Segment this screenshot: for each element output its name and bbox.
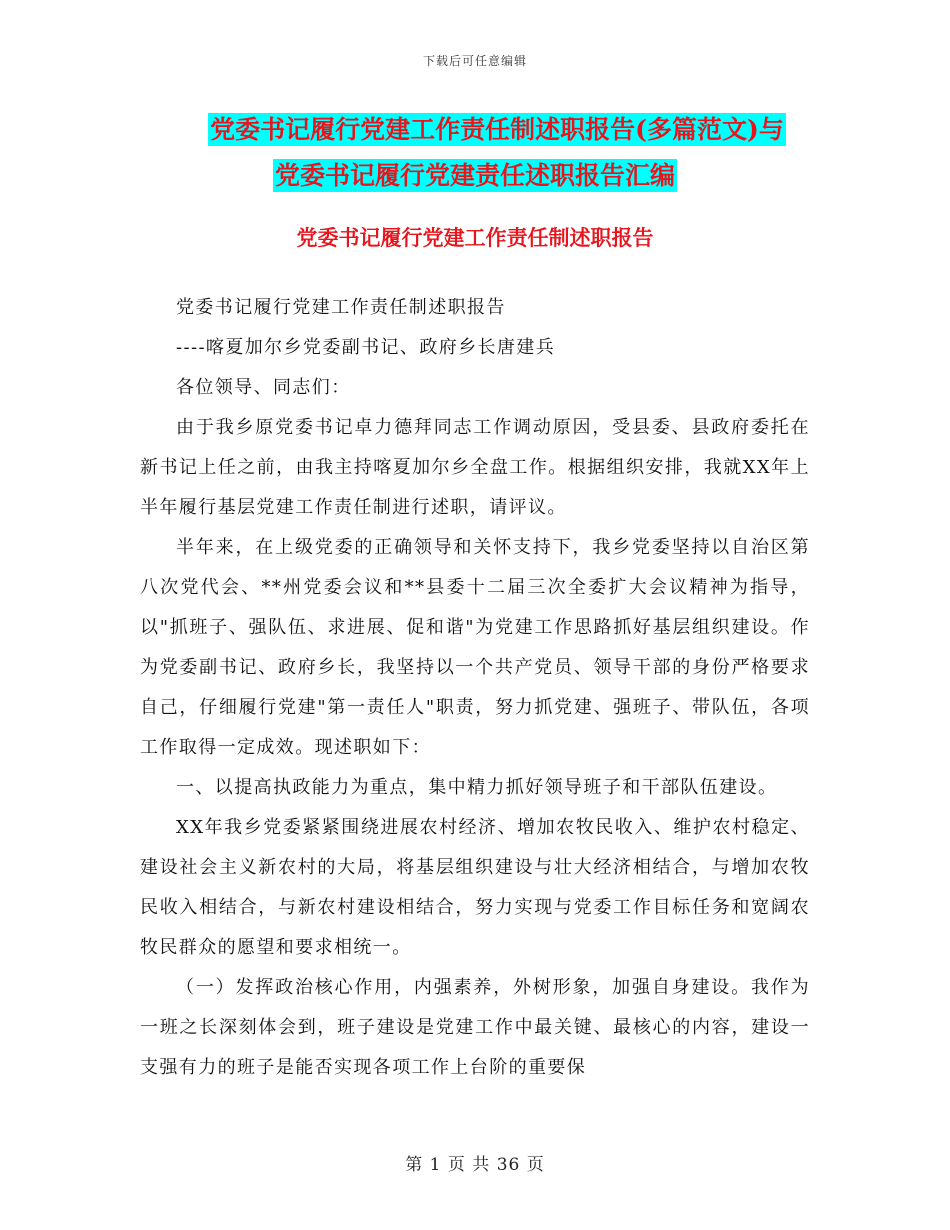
page-header-note: 下载后可任意编辑 [422,54,527,68]
body-paragraph-half-year: 半年来，在上级党委的正确领导和关怀支持下，我乡党委坚持以自治区第八次党代会、**州党委会议和**县委十二届三次全委扩大会议精神为指导，以"抓班子、强队伍、求进展、促和谐"为党建工作思路抓好基层组织建设。作为党委副书记、政府乡长，我坚持以一个共产党员、领导干部的身份严格要求自己，仔细履行党建"第一责任人"职责，努力抓党建、强班子、带队伍，各项工作取得一定成效。现述职如下： [140,537,810,758]
body-paragraph-author: ----喀夏加尔乡党委副书记、政府乡长唐建兵 [176,337,556,358]
body-paragraph-subsection-one: （一）发挥政治核心作用，内强素养，外树形象，加强自身建设。我作为一班之长深刻体会到，班子建设是党建工作中最关键、最核心的内容，建设一支强有力的班子是能否实现各项工作上台阶的重要保 [140,977,810,1078]
document-title-line-2 [0,154,950,198]
section-heading: 党委书记履行党建工作责任制述职报告 [296,225,654,250]
body-paragraph-section-one: 一、以提高执政能力为重点，集中精力抓好领导班子和干部队伍建设。 [176,777,778,798]
document-title-line-1-text: 党委书记履行党建工作责任制述职报告(多篇范文)与 [210,115,784,144]
page-number-footer: 第 1 页 共 36 页 [405,1155,545,1175]
document-title-line-2-text: 党委书记履行党建责任述职报告汇编 [274,161,675,190]
body-paragraph-xx-year: XX年我乡党委紧紧围绕进展农村经济、增加农牧民收入、维护农村稳定、建设社会主义新农村的大局，将基层组织建设与壮大经济相结合，与增加农牧民收入相结合，与新农村建设相结合，努力实现与党委工作目标任务和宽阔农牧民群众的愿望和要求相统一。 [140,817,810,958]
document-title-line-1 [22,108,950,152]
body-paragraph-intro: 由于我乡原党委书记卓力德拜同志工作调动原因，受县委、县政府委托在新书记上任之前，由我主持喀夏加尔乡全盘工作。根据组织安排，我就XX年上半年履行基层党建工作责任制进行述职，请评议。 [140,417,810,518]
body-paragraph-salutation: 各位领导、同志们： [176,377,351,398]
body-paragraph-report-title: 党委书记履行党建工作责任制述职报告 [176,297,506,318]
document-body [140,288,810,1088]
